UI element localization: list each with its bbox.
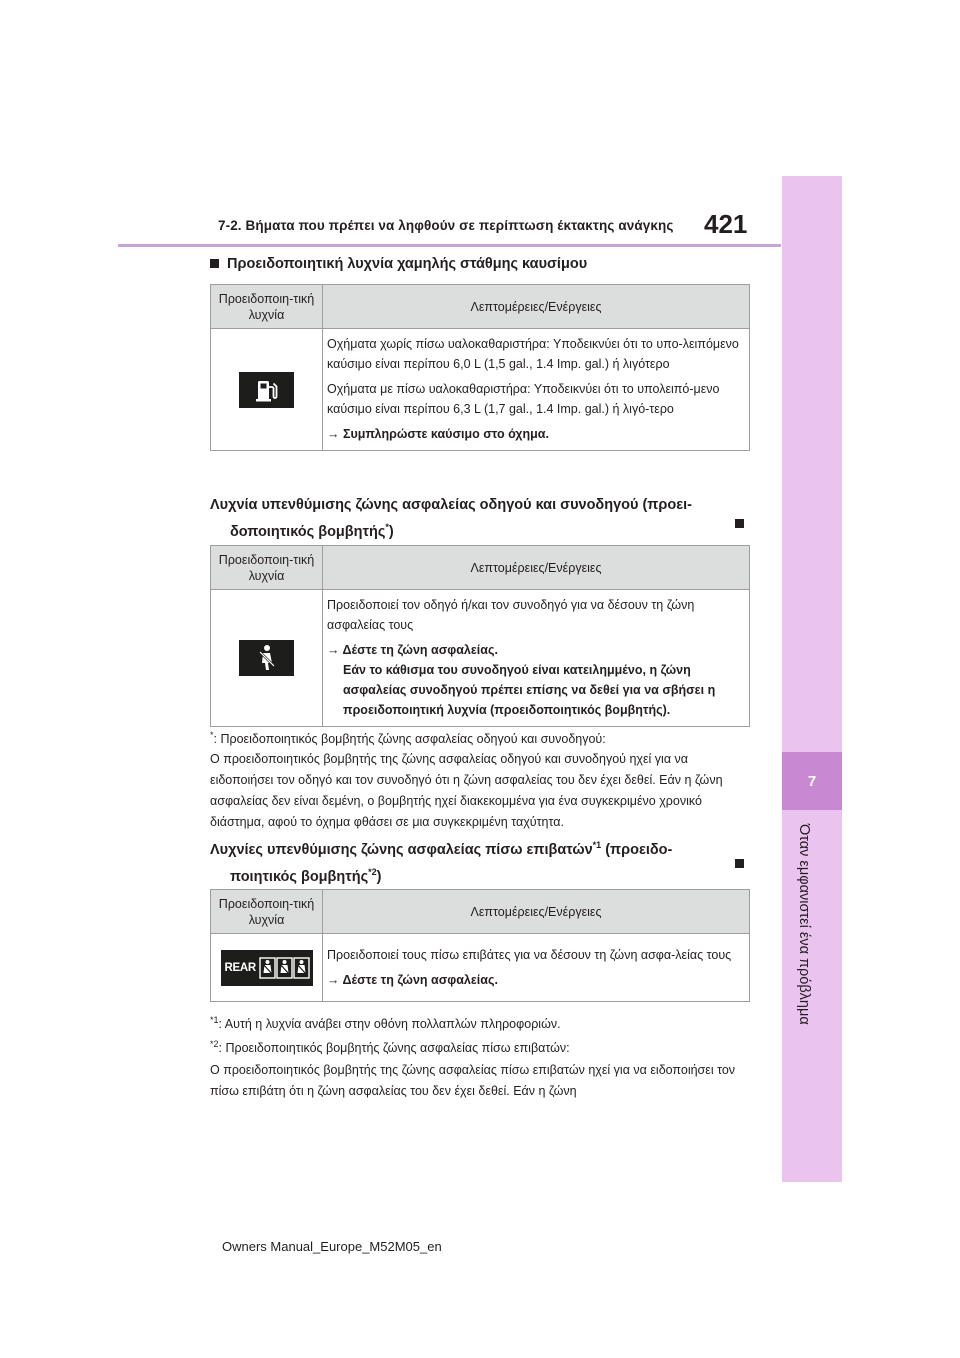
rear-label: REAR — [224, 961, 256, 974]
table-header-details: Λεπτομέρειες/Ενέργειες — [323, 546, 750, 590]
heading-text: Λυχνίες υπενθύμισης ζώνης ασφαλείας πίσω επιβατών — [210, 841, 593, 858]
seatbelt-front-table — [210, 545, 750, 727]
heading-text: δοποιητικός βομβητής — [230, 523, 386, 540]
details-cell — [323, 934, 750, 1002]
table-header-details: Λεπτομέρειες/Ενέργειες — [323, 890, 750, 934]
action-text — [327, 424, 743, 444]
footnote — [210, 1034, 750, 1059]
heading-square-icon — [735, 859, 744, 868]
seatbelt-front-heading — [210, 494, 730, 543]
warning-light-cell — [211, 934, 323, 1002]
table-header-light: Προειδοποιη-τική λυχνία — [211, 546, 323, 590]
table-header-details: Λεπτομέρειες/Ενέργειες — [323, 285, 750, 329]
footnote-text: : Προειδοποιητικός βομβητής ζώνης ασφαλείας οδηγού και συνοδηγού: — [213, 732, 606, 747]
heading-text: ) — [388, 523, 394, 540]
seatbelt-reminder-icon — [239, 640, 294, 676]
footnote-ref: * — [385, 522, 389, 532]
heading-text: (προειδο- — [601, 841, 673, 858]
detail-text: Προειδοποιεί τον οδηγό ή/και τον συνοδηγό για να δέσουν τη ζώνη ασφαλείας τους — [327, 598, 695, 632]
heading-line-1 — [210, 834, 730, 861]
footnote — [210, 725, 750, 750]
table-header-light: Προειδοποιη-τική λυχνία — [211, 285, 323, 329]
footer-text: Owners Manual_Europe_M52M05_en — [222, 1239, 442, 1254]
action-text — [327, 640, 743, 660]
heading-line-2 — [210, 516, 730, 543]
low-fuel-heading — [210, 256, 587, 272]
heading-square-icon — [210, 259, 219, 268]
page-number: 421 — [704, 209, 748, 239]
action-text: Εάν το κάθισμα του συνοδηγού είναι κατειλημμένο, η ζώνη ασφαλείας συνοδηγού πρέπει επίσης να δεθεί για να σβήσει η προειδοποιητική λυχνία (προειδοποιητικός βομβητής). — [343, 663, 716, 717]
action-label: Δέστε τη ζώνη ασφαλείας. — [342, 643, 498, 657]
chapter-title: Όταν εμφανιστεί ένα πρόβλημα — [796, 824, 812, 1025]
low-fuel-table — [210, 284, 750, 451]
rear-seatbelt-reminder-icon — [221, 950, 313, 986]
warning-light-cell — [211, 590, 323, 727]
heading-square-icon — [735, 519, 744, 528]
paragraph: Ο προειδοποιητικός βομβητής της ζώνης ασφαλείας οδηγού και συνοδηγού ηχεί για να ειδοποιήσει τον οδηγό και τον συνοδηγό ότι η ζώνη ασφαλείας του δεν έχει δεθεί. Εάν η ζώνη ασφαλείας δεν είναι δεμένη, ο βομβητής ηχεί διακεκομμένα για ένα συγκεκριμένο χρονικό διάστημα, αφού το όχημα φθάσει σε μια συγκεκριμένη ταχύτητα. — [210, 752, 723, 829]
footnote-ref: *1 — [592, 840, 602, 850]
table-header-light: Προειδοποιη-τική λυχνία — [211, 890, 323, 934]
header-rule — [118, 244, 781, 247]
details-cell — [323, 590, 750, 727]
action-label: Δέστε τη ζώνη ασφαλείας. — [342, 972, 498, 987]
footnote-text: : Προειδοποιητικός βομβητής ζώνης ασφαλείας πίσω επιβατών: — [218, 1041, 570, 1056]
footnote-mark: *1 — [210, 1015, 219, 1025]
action-label: Συμπληρώστε καύσιμο στο όχημα. — [342, 427, 549, 441]
detail-text: Προειδοποιεί τους πίσω επιβάτες για να δέσουν τη ζώνη ασφα-λείας τους — [327, 947, 732, 962]
details-cell — [323, 329, 750, 451]
footnote-text: : Αυτή η λυχνία ανάβει στην οθόνη πολλαπλών πληροφοριών. — [218, 1017, 561, 1032]
warning-light-cell — [211, 329, 323, 451]
fuel-pump-icon — [239, 372, 294, 408]
seatbelt-rear-heading — [210, 834, 730, 888]
heading-text: ) — [376, 868, 382, 885]
detail-text: Οχήματα χωρίς πίσω υαλοκαθαριστήρα: Υποδεικνύει ότι το υπο-λειπόμενο καύσιμο είναι περίπου 6,0 L (1,5 gal., 1.4 Imp. gal.) ή λιγότερο — [327, 337, 739, 371]
action-text — [327, 970, 743, 990]
heading-line-2 — [210, 861, 730, 888]
chapter-number: 7 — [782, 752, 842, 810]
low-fuel-heading-text: Προειδοποιητική λυχνία χαμηλής στάθμης καυσίμου — [227, 256, 588, 272]
seatbelt-rear-table — [210, 889, 750, 1002]
heading-line-1: Λυχνία υπενθύμισης ζώνης ασφαλείας οδηγού και συνοδηγού (προει- — [210, 497, 692, 513]
chapter-side-tab — [782, 176, 842, 1182]
arrow-icon: → — [327, 427, 340, 441]
heading-text: ποιητικός βομβητής — [230, 868, 369, 885]
section-title: 7-2. Βήματα που πρέπει να ληφθούν σε περίπτωση έκτακτης ανάγκης — [218, 218, 674, 233]
footnote-ref: *2 — [368, 866, 377, 877]
footnote-mark: * — [210, 730, 214, 740]
footnote — [210, 1010, 750, 1035]
detail-text: Οχήματα με πίσω υαλοκαθαριστήρα: Υποδεικνύει ότι το υπολειπό-μενο καύσιμο είναι περίπου 6,3 L (1,7 gal., 1.4 Imp. gal.) ή λιγό-τερο — [327, 382, 720, 416]
footnote-mark: *2 — [210, 1039, 219, 1049]
paragraph: Ο προειδοποιητικός βομβητής της ζώνης ασφαλείας πίσω επιβατών ηχεί για να ειδοποιήσει τον πίσω επιβάτη ότι η ζώνη ασφαλείας του δεν έχει δεθεί. Εάν η ζώνη — [210, 1063, 736, 1098]
arrow-icon: → — [327, 972, 340, 987]
arrow-icon: → — [327, 643, 340, 657]
